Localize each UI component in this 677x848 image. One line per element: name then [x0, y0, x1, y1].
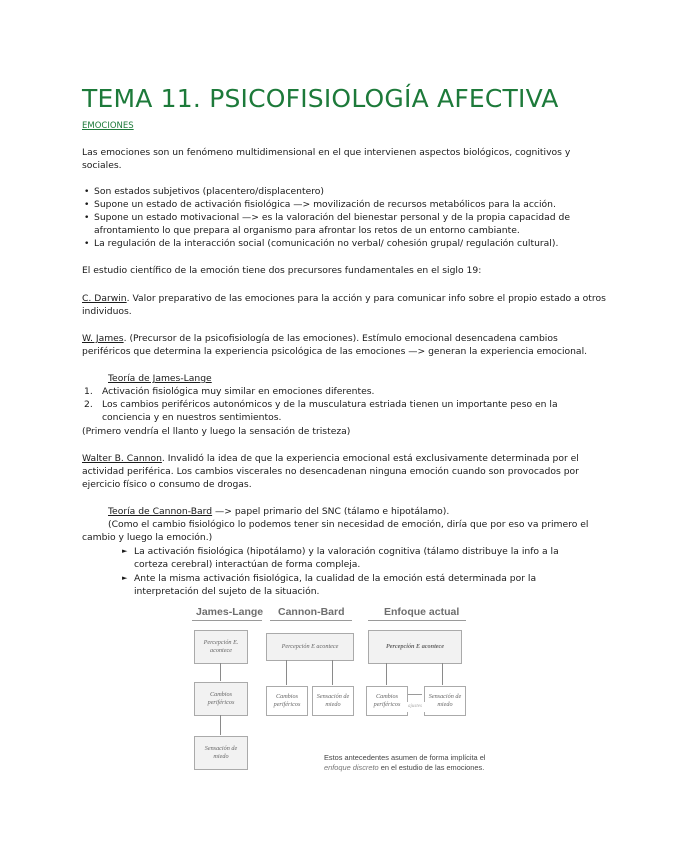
- james-lange-heading: Teoría de James-Lange: [108, 373, 212, 384]
- bullet-dot: •: [84, 186, 90, 197]
- james-line-1: [82, 332, 558, 345]
- darwin-text: . Valor preparativo de las emociones para la acción y para comunicar info sobre el propio estado a otros: [126, 293, 606, 304]
- caption-line-1: Estos antecedentes asumen de forma implícita el: [324, 753, 486, 762]
- cannon-line-3: ejercicio físico o consumo de drogas.: [82, 479, 252, 490]
- caption-line-2: [324, 763, 485, 773]
- bullet-2: Supone un estado de activación fisiológica —> movilización de recursos metabólicos para la acción.: [94, 199, 556, 210]
- cannon-bard-sub-1-line-2: corteza cerebral) interactúan de forma compleja.: [134, 559, 361, 570]
- cannon-line-2: actividad periférica. Los cambios viscerales no desencadenan ninguna emoción cuando son provocados por: [82, 466, 579, 477]
- cb-changes-box: Cambios periféricos: [266, 686, 308, 716]
- ea-changes-box: Cambios periféricos: [366, 686, 408, 716]
- cannon-bard-note-2: cambio y luego la emoción.): [82, 532, 213, 543]
- cannon-bard-note-1: (Como el cambio fisiológico lo podemos tener sin necesidad de emoción, diría que por eso va primero el: [108, 519, 589, 530]
- figure-heading-james-lange: James-Lange: [196, 606, 264, 618]
- arrow-line: [386, 663, 387, 685]
- arrow-line: [442, 663, 443, 685]
- figure-heading-enfoque-actual: Enfoque actual: [384, 606, 460, 618]
- arrow-line: [286, 660, 287, 685]
- james-lange-item-2-line-1: Los cambios periféricos autonómicos y de la musculatura estriada tienen un importante peso en la: [102, 399, 558, 410]
- james-line-2: periféricos que determina la experiencia psicológica de las emociones —> generan la experiencia emocional.: [82, 346, 588, 357]
- heading-rule: [270, 620, 352, 621]
- bullet-4: La regulación de la interacción social (comunicación no verbal/ cohesión grupal/ regulación cultural).: [94, 238, 559, 249]
- cannon-bard-sub-1-line-1: La activación fisiológica (hipotálamo) y la valoración cognitiva (tálamo distribuye la info a la: [134, 546, 559, 557]
- caption-italic: enfoque discreto: [324, 763, 379, 772]
- arrow-bullet-icon: ►: [122, 574, 128, 582]
- heading-rule: [192, 620, 262, 621]
- cannon-bard-sub-2-line-1: Ante la misma activación fisiológica, la cualidad de la emoción está determinada por la: [134, 573, 537, 584]
- cannon-bard-line: [108, 505, 449, 518]
- james-lange-item-2-line-2: conciencia y en nuestros sentimientos.: [102, 412, 282, 423]
- darwin-line-1: [82, 292, 606, 305]
- cannon-bard-heading-rest: —> papel primario del SNC (tálamo e hipotálamo).: [212, 506, 450, 517]
- cb-sensation-box: Sensación de miedo: [312, 686, 354, 716]
- intro-line-2: sociales.: [82, 160, 122, 171]
- darwin-name: C. Darwin: [82, 293, 127, 304]
- bidirectional-arrow-line: [408, 694, 422, 695]
- arrow-line: [220, 715, 221, 735]
- james-name: W. James: [82, 333, 124, 344]
- bullet-dot: •: [84, 212, 90, 223]
- bullet-3-line-2: afrontamiento lo que prepara al organismo para afrontar los retos de un entorno cambiante.: [94, 225, 520, 236]
- section-heading: EMOCIONES: [82, 121, 134, 131]
- cb-perception-box: Percepción E acontece: [266, 633, 354, 661]
- study-line: El estudio científico de la emoción tiene dos precursores fundamentales en el siglo 19:: [82, 265, 482, 276]
- darwin-line-2: individuos.: [82, 306, 132, 317]
- intro-line-1: Las emociones son un fenómeno multidimensional en el que intervienen aspectos biológicos, cognitivos y: [82, 147, 571, 158]
- list-number: 2.: [84, 399, 93, 410]
- jl-sensation-box: Sensación de miedo: [194, 736, 248, 770]
- caption-rest: en el estudio de las emociones.: [378, 763, 485, 772]
- jl-changes-box: Cambios periféricos: [194, 682, 248, 716]
- bullet-3-line-1: Supone un estado motivacional —> es la valoración del bienestar personal y de la propia capacidad de: [94, 212, 571, 223]
- figure-heading-cannon-bard: Cannon-Bard: [278, 606, 345, 618]
- ea-sensation-box: Sensación de miedo: [424, 686, 466, 716]
- figure-caption: [324, 753, 485, 773]
- ea-perception-box: Percepción E acontece: [368, 630, 462, 664]
- cannon-name: Walter B. Cannon: [82, 453, 162, 464]
- cannon-bard-sub-2-line-2: interpretación del sujeto de la situación.: [134, 586, 320, 597]
- bullet-dot: •: [84, 199, 90, 210]
- list-number: 1.: [84, 386, 93, 397]
- cannon-bard-heading: Teoría de Cannon-Bard: [108, 506, 213, 517]
- page-title: TEMA 11. PSICOFISIOLOGÍA AFECTIVA: [82, 84, 559, 113]
- jl-perception-box: Percepción E. acontece: [194, 630, 248, 664]
- arrow-line: [220, 663, 221, 681]
- cannon-text: . Invalidó la idea de que la experiencia emocional está exclusivamente determinada por el: [161, 453, 579, 464]
- arrow-bullet-icon: ►: [122, 547, 128, 555]
- bullet-1: Son estados subjetivos (placentero/displacentero): [94, 186, 325, 197]
- heading-rule: [368, 620, 466, 621]
- james-lange-item-1: Activación fisiológica muy similar en emociones diferentes.: [102, 386, 375, 397]
- arrow-line: [332, 660, 333, 685]
- ea-middle-label: ajustes: [404, 702, 426, 712]
- cannon-line-1: [82, 452, 579, 465]
- emotion-theories-diagram: [186, 606, 498, 776]
- james-lange-note: (Primero vendría el llanto y luego la sensación de tristeza): [82, 426, 351, 437]
- bullet-dot: •: [84, 238, 90, 249]
- james-text: . (Precursor de la psicofisiología de las emociones). Estímulo emocional desencadena cambios: [123, 333, 558, 344]
